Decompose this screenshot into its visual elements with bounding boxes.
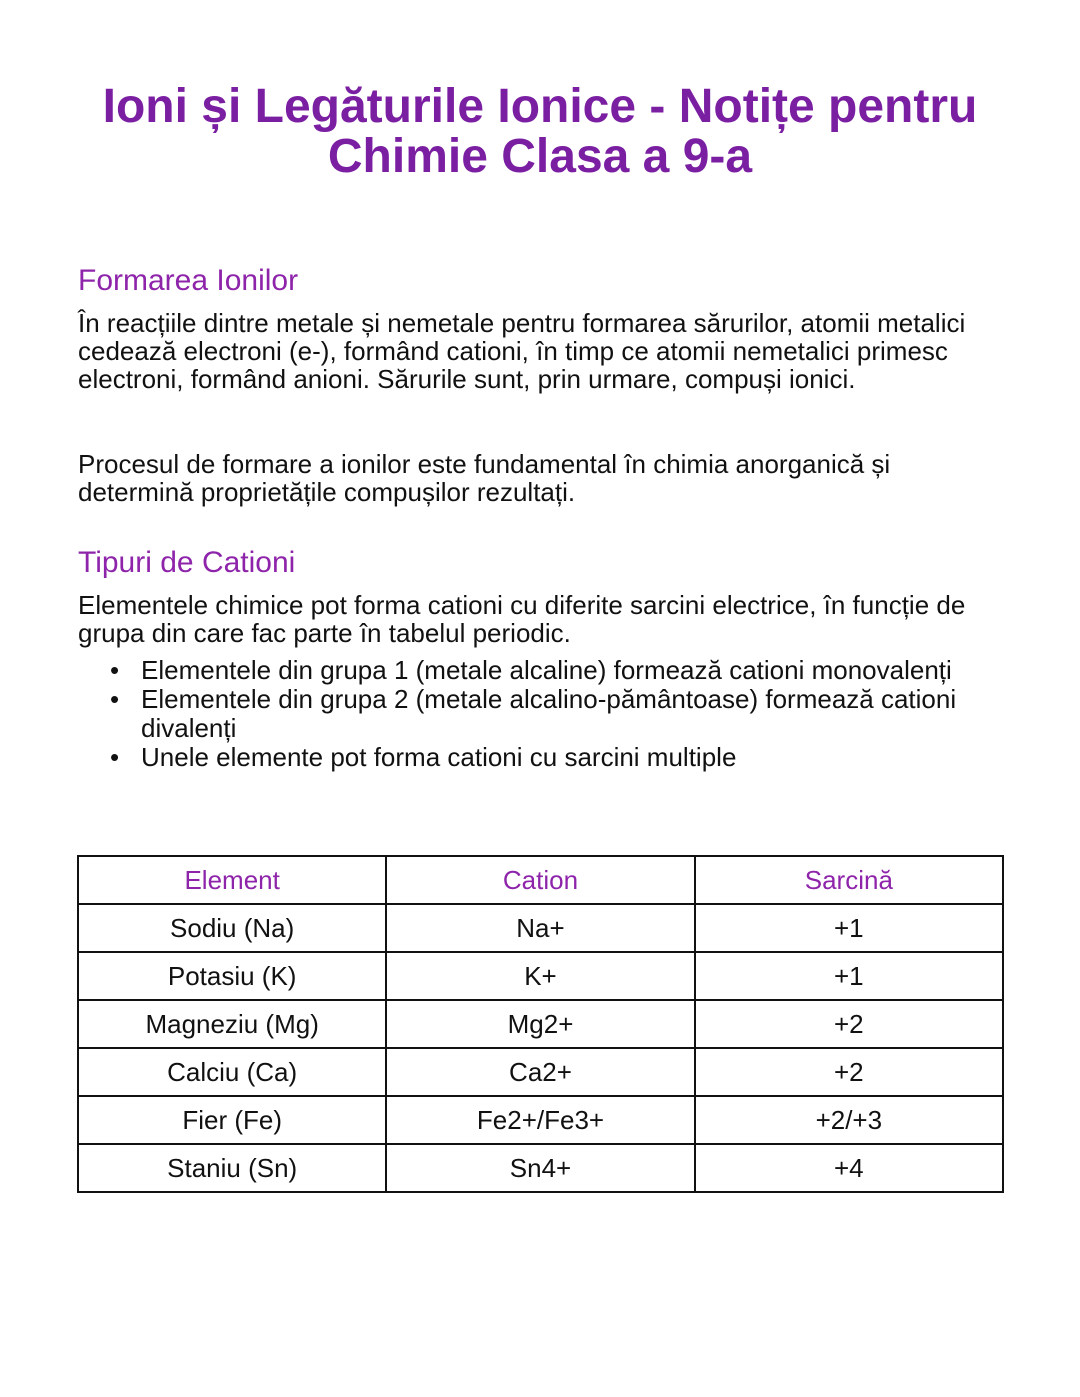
table-cell-element: Magneziu (Mg): [78, 1000, 386, 1048]
table-cell-charge: +2: [695, 1000, 1003, 1048]
table-cell-cation: Ca2+: [386, 1048, 694, 1096]
list-item-text: Unele elemente pot forma cationi cu sarcini multiple: [141, 742, 737, 772]
table-cell-cation: Na+: [386, 904, 694, 952]
table-row: [78, 1048, 1003, 1096]
paragraph-cation-types: Elementele chimice pot forma cationi cu diferite sarcini electrice, în funcție de grupa din care fac parte în tabelul periodic.: [78, 590, 966, 648]
table-header-row: [78, 856, 1003, 904]
table-cell-element: Sodiu (Na): [78, 904, 386, 952]
list-item: [78, 656, 958, 685]
table-cell-element: Potasiu (K): [78, 952, 386, 1000]
page-title: Ioni și Legăturile Ionice - Notițe pentru Chimie Clasa a 9-a: [102, 80, 978, 183]
bullet-icon: •: [110, 655, 120, 685]
table-cell-element: Staniu (Sn): [78, 1144, 386, 1192]
table-cell-charge: +4: [695, 1144, 1003, 1192]
section-heading-formarea-ionilor: Formarea Ionilor: [78, 264, 299, 297]
list-item: [78, 685, 958, 743]
table-cell-element: Fier (Fe): [78, 1096, 386, 1144]
table-cell-cation: Fe2+/Fe3+: [386, 1096, 694, 1144]
table-cell-charge: +2/+3: [695, 1096, 1003, 1144]
bullet-icon: •: [110, 684, 120, 714]
table-row: [78, 952, 1003, 1000]
bullet-icon: •: [110, 742, 120, 772]
table-row: [78, 1144, 1003, 1192]
table-cell-charge: +2: [695, 1048, 1003, 1096]
table-row: [78, 1096, 1003, 1144]
paragraph-ion-importance: Procesul de formare a ionilor este fundamental în chimia anorganică și determină proprietățile compușilor rezultați.: [78, 449, 891, 507]
cation-bullet-list: [78, 656, 958, 772]
list-item-text: Elementele din grupa 1 (metale alcaline) formează cationi monovalenți: [141, 655, 952, 685]
table-cell-cation: Sn4+: [386, 1144, 694, 1192]
section-heading-tipuri-de-cationi: Tipuri de Cationi: [78, 546, 296, 579]
column-header-element: Element: [78, 856, 386, 904]
paragraph-ion-formation: În reacțiile dintre metale și nemetale pentru formarea sărurilor, atomii metalici cedează electroni (e-), formând cationi, în timp ce atomii nemetalici primesc electroni, formând anioni. Sărurile sunt, prin urmare, compuși ionici.: [78, 308, 966, 394]
table-cell-cation: K+: [386, 952, 694, 1000]
table-row: [78, 904, 1003, 952]
cations-table: [77, 855, 1004, 1193]
table-row: [78, 1000, 1003, 1048]
list-item: [78, 743, 958, 772]
table-cell-charge: +1: [695, 904, 1003, 952]
column-header-cation: Cation: [386, 856, 694, 904]
list-item-text: Elementele din grupa 2 (metale alcalino-pământoase) formează cationi divalenți: [141, 684, 957, 743]
table-cell-element: Calciu (Ca): [78, 1048, 386, 1096]
column-header-charge: Sarcină: [695, 856, 1003, 904]
table-cell-charge: +1: [695, 952, 1003, 1000]
table-cell-cation: Mg2+: [386, 1000, 694, 1048]
